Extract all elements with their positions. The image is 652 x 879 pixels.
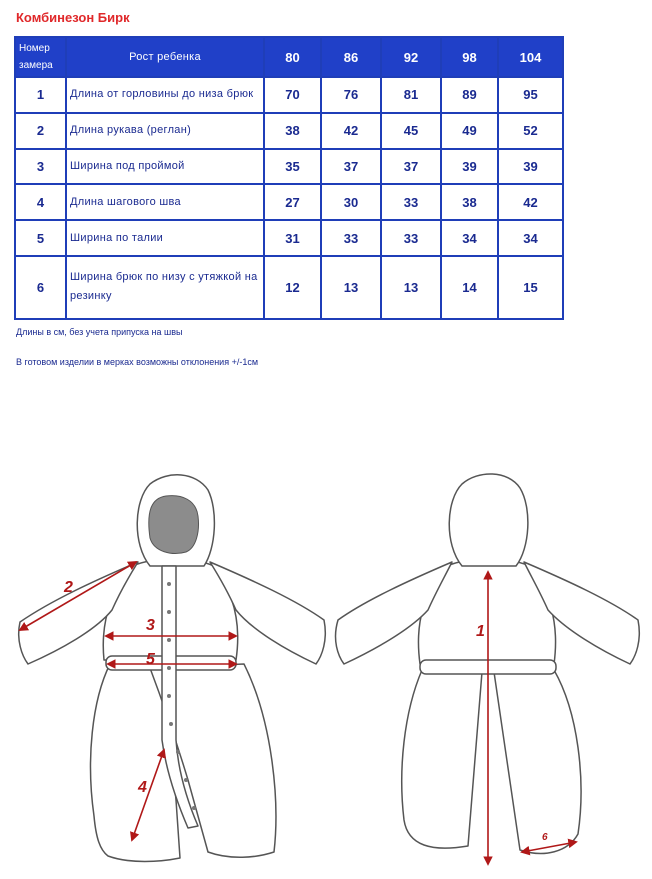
mark-label: 2 [64, 579, 73, 596]
size-chart-table [14, 36, 564, 320]
table-row [15, 220, 563, 256]
header-size: 98 [441, 37, 498, 77]
measure-label: Ширина брюк по низу с утяжкой на резинку [66, 256, 264, 319]
measure-value: 34 [498, 220, 563, 256]
header-size: 80 [264, 37, 321, 77]
measure-value: 30 [321, 184, 381, 220]
measure-value: 38 [264, 113, 321, 149]
table-row [15, 149, 563, 185]
measure-number: 4 [15, 184, 66, 220]
mark-label: 1 [476, 623, 485, 640]
table-row [15, 256, 563, 319]
note-tolerance: В готовом изделии в мерках возможны отклонения +/-1см [16, 357, 259, 367]
measure-value: 31 [264, 220, 321, 256]
measure-number: 3 [15, 149, 66, 185]
mark-label: 4 [138, 779, 147, 796]
measure-value: 45 [381, 113, 441, 149]
measure-value: 37 [321, 149, 381, 185]
measure-value: 35 [264, 149, 321, 185]
measure-value: 42 [321, 113, 381, 149]
measure-value: 13 [321, 256, 381, 319]
measure-value: 39 [441, 149, 498, 185]
measure-value: 33 [321, 220, 381, 256]
measure-value: 95 [498, 77, 563, 113]
measure-number: 6 [15, 256, 66, 319]
table-row [15, 77, 563, 113]
header-measure-number: Номер замера [15, 37, 66, 77]
measure-value: 42 [498, 184, 563, 220]
measure-label: Длина шагового шва [66, 184, 264, 220]
header-size: 104 [498, 37, 563, 77]
measure-value: 14 [441, 256, 498, 319]
hood-lining [149, 496, 199, 554]
table-row [15, 113, 563, 149]
measure-value: 33 [381, 184, 441, 220]
measure-value: 13 [381, 256, 441, 319]
measure-value: 27 [264, 184, 321, 220]
measure-value: 37 [381, 149, 441, 185]
header-size: 86 [321, 37, 381, 77]
jumpsuit-diagram [0, 440, 652, 879]
measure-label: Длина рукава (реглан) [66, 113, 264, 149]
measure-number: 2 [15, 113, 66, 149]
measure-value: 76 [321, 77, 381, 113]
measure-value: 38 [441, 184, 498, 220]
table-row [15, 184, 563, 220]
measure-value: 89 [441, 77, 498, 113]
measure-value: 15 [498, 256, 563, 319]
measure-value: 12 [264, 256, 321, 319]
back-right-leg [494, 670, 581, 853]
measure-value: 34 [441, 220, 498, 256]
measure-value: 49 [441, 113, 498, 149]
mark-label: 3 [146, 617, 155, 634]
back-hood [449, 474, 528, 566]
measure-value: 70 [264, 77, 321, 113]
measure-label: Ширина по талии [66, 220, 264, 256]
measure-label: Ширина под проймой [66, 149, 264, 185]
header-size: 92 [381, 37, 441, 77]
measure-value: 39 [498, 149, 563, 185]
measure-number: 5 [15, 220, 66, 256]
mark-label: 6 [542, 832, 548, 843]
note-units: Длины в см, без учета припуска на швы [16, 327, 183, 337]
header-child-height: Рост ребенка [66, 37, 264, 77]
measure-label: Длина от горловины до низа брюк [66, 77, 264, 113]
mark-label: 5 [146, 651, 155, 668]
table-header-row [15, 37, 563, 77]
measure-value: 33 [381, 220, 441, 256]
back-left-leg [402, 670, 482, 848]
measure-value: 52 [498, 113, 563, 149]
measure-number: 1 [15, 77, 66, 113]
measure-value: 81 [381, 77, 441, 113]
product-title: Комбинезон Бирк [16, 10, 130, 25]
